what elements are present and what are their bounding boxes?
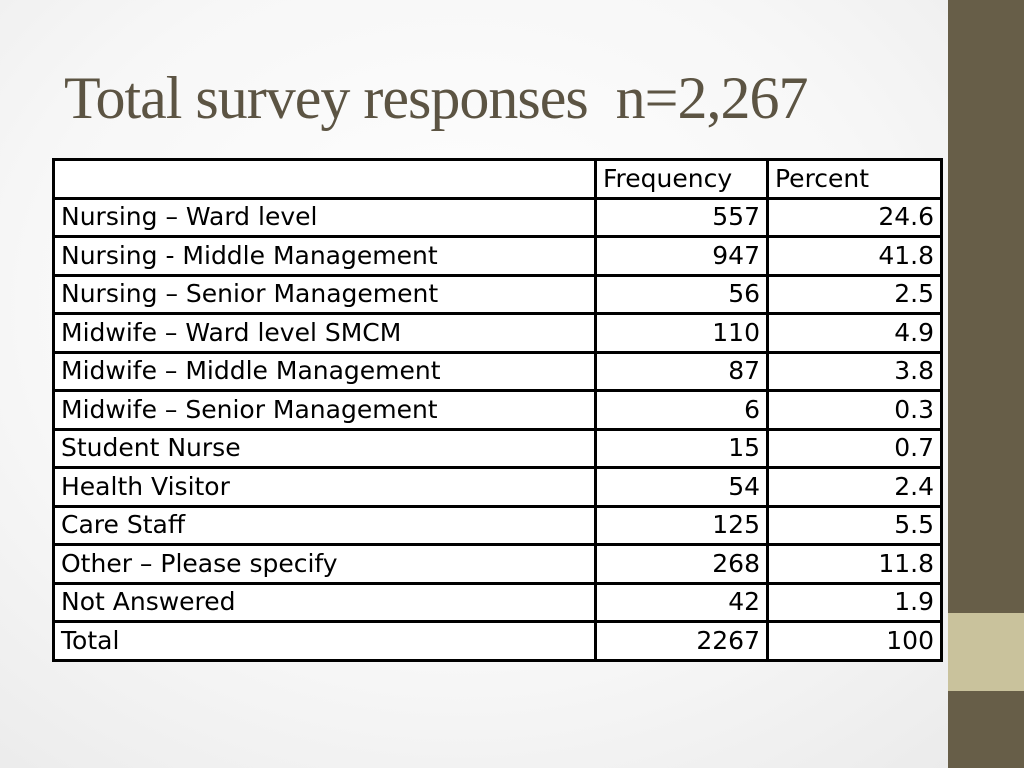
- slide-title: Total survey responses n=2,267: [64, 65, 808, 131]
- survey-responses-table: [52, 158, 943, 662]
- category-cell: Nursing – Senior Management: [54, 275, 596, 314]
- category-cell: Total: [54, 622, 596, 661]
- category-cell: Nursing – Ward level: [54, 198, 596, 237]
- table-row: [54, 545, 942, 584]
- percent-cell: 2.4: [768, 468, 942, 507]
- frequency-cell: 268: [596, 545, 768, 584]
- frequency-cell: 125: [596, 506, 768, 545]
- percent-cell: 0.3: [768, 391, 942, 430]
- percent-cell: 2.5: [768, 275, 942, 314]
- category-cell: Student Nurse: [54, 429, 596, 468]
- percent-cell: 41.8: [768, 237, 942, 276]
- table-row: [54, 391, 942, 430]
- percent-cell: 0.7: [768, 429, 942, 468]
- percent-cell: 5.5: [768, 506, 942, 545]
- category-cell: Health Visitor: [54, 468, 596, 507]
- table-row: [54, 468, 942, 507]
- percent-cell: 100: [768, 622, 942, 661]
- frequency-cell: 2267: [596, 622, 768, 661]
- frequency-cell: 42: [596, 583, 768, 622]
- table-row: [54, 198, 942, 237]
- percent-cell: 4.9: [768, 314, 942, 353]
- frequency-cell: 110: [596, 314, 768, 353]
- percent-cell: 3.8: [768, 352, 942, 391]
- table-row: [54, 275, 942, 314]
- table-row: [54, 506, 942, 545]
- table-row: [54, 352, 942, 391]
- category-cell: Nursing - Middle Management: [54, 237, 596, 276]
- table-row: [54, 314, 942, 353]
- slide-sidebar-accent: [948, 613, 1024, 691]
- header-percent-cell: Percent: [768, 160, 942, 199]
- table-row: [54, 237, 942, 276]
- category-cell: Not Answered: [54, 583, 596, 622]
- percent-cell: 1.9: [768, 583, 942, 622]
- frequency-cell: 56: [596, 275, 768, 314]
- category-cell: Care Staff: [54, 506, 596, 545]
- percent-cell: 24.6: [768, 198, 942, 237]
- frequency-cell: 557: [596, 198, 768, 237]
- frequency-cell: 6: [596, 391, 768, 430]
- category-cell: Midwife – Senior Management: [54, 391, 596, 430]
- table-header-row: [54, 160, 942, 199]
- frequency-cell: 87: [596, 352, 768, 391]
- percent-cell: 11.8: [768, 545, 942, 584]
- table-total-row: [54, 622, 942, 661]
- frequency-cell: 54: [596, 468, 768, 507]
- frequency-cell: 15: [596, 429, 768, 468]
- category-cell: Midwife – Ward level SMCM: [54, 314, 596, 353]
- header-frequency-cell: Frequency: [596, 160, 768, 199]
- category-cell: Midwife – Middle Management: [54, 352, 596, 391]
- category-cell: Other – Please specify: [54, 545, 596, 584]
- header-category-cell: [54, 160, 596, 199]
- frequency-cell: 947: [596, 237, 768, 276]
- table-row: [54, 429, 942, 468]
- table-row: [54, 583, 942, 622]
